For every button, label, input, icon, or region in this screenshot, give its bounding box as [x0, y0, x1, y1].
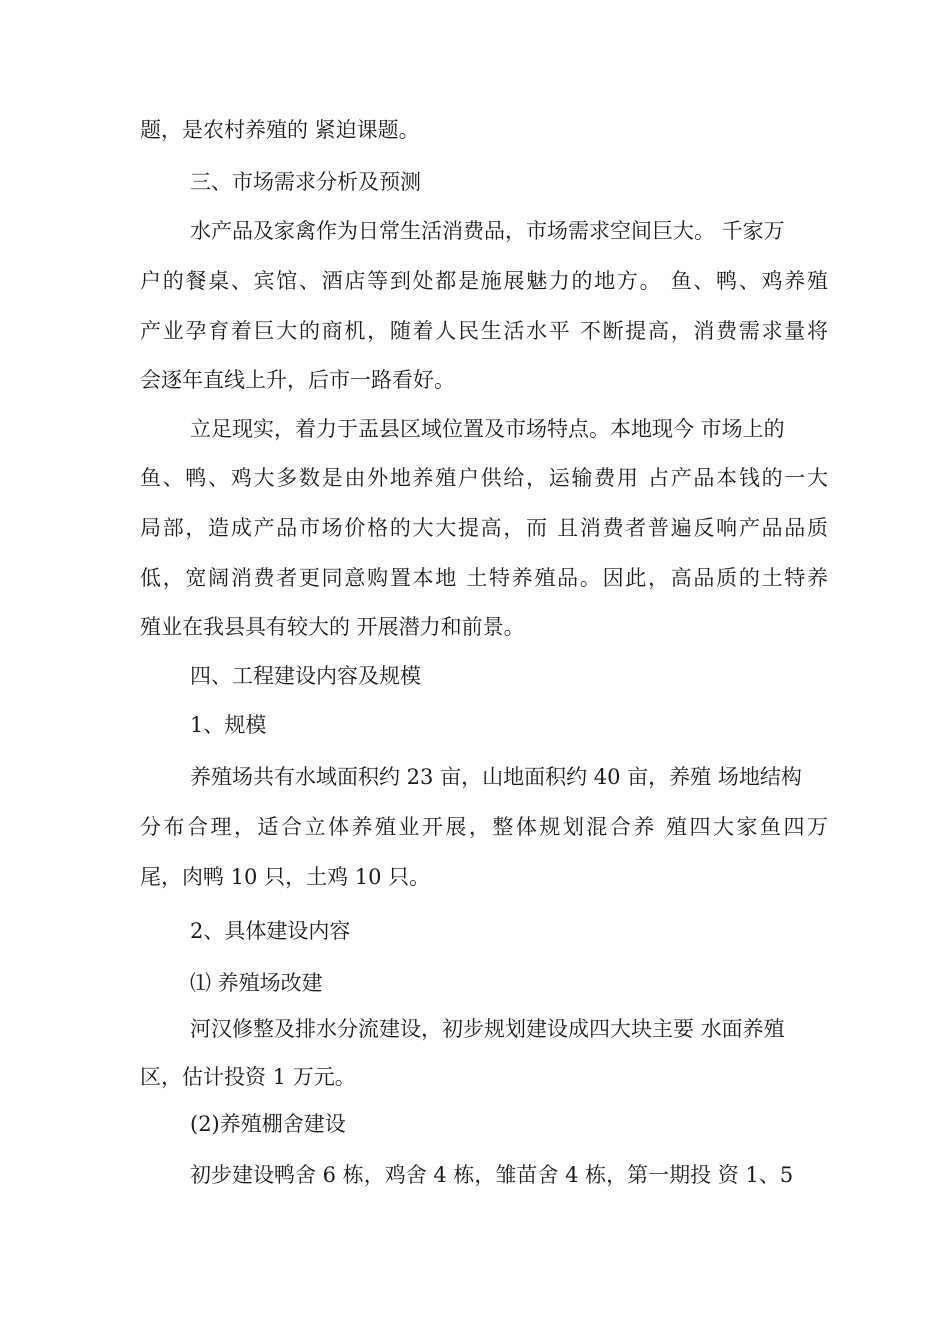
- paragraph-line: 河汉修整及排水分流建设，初步规划建设成四大块主要 水面养殖: [190, 1017, 785, 1041]
- paragraph-line: 区，估计投资 1 万元。: [140, 1065, 356, 1089]
- paragraph-line: 会逐年直线上升，后市一路看好。: [140, 368, 455, 392]
- paragraph-line: 初步建设鸭舍 6 栋，鸡舍 4 栋，雏苗舍 4 栋，第一期投 资 1、5: [190, 1163, 794, 1187]
- subsection-heading: 1、规模: [190, 713, 267, 737]
- paragraph-line: 水产品及家禽作为日常生活消费品，市场需求空间巨大。 千家万: [190, 219, 785, 243]
- paragraph-line: 户的餐桌、宾馆、酒店等到处都是施展魅力的地方。 鱼、鸭、鸡养殖: [140, 269, 828, 293]
- paragraph-line: 产业孕育着巨大的商机，随着人民生活水平 不断提高，消费需求量将: [140, 319, 828, 343]
- section-heading: 四、工程建设内容及规模: [190, 664, 421, 688]
- item-heading: ⑴ 养殖场改建: [190, 971, 323, 995]
- paragraph-line: 殖业在我县具有较大的 开展潜力和前景。: [140, 615, 525, 639]
- section-heading: 三、市场需求分析及预测: [190, 170, 421, 194]
- text-line: 题，是农村养殖的 紧迫课题。: [140, 118, 420, 142]
- paragraph-line: 局部，造成产品市场价格的大大提高，而 且消费者普遍反响产品品质: [140, 516, 828, 540]
- paragraph-line: 立足现实，着力于盂县区域位置及市场特点。本地现今 市场上的: [190, 417, 785, 441]
- subsection-heading: 2、具体建设内容: [190, 919, 351, 943]
- paragraph-line: 养殖场共有水域面积约 23 亩，山地面积约 40 亩，养殖 场地结构: [190, 765, 802, 789]
- paragraph-line: 低，宽阔消费者更同意购置本地 土特养殖品。因此，高品质的土特养: [140, 566, 828, 590]
- item-heading: (2)养殖棚舍建设: [190, 1112, 346, 1136]
- paragraph-line: 尾，肉鸭 10 只，土鸡 10 只。: [140, 865, 431, 889]
- paragraph-line: 分布合理，适合立体养殖业开展，整体规划混合养 殖四大家鱼四万: [140, 815, 828, 839]
- paragraph-line: 鱼、鸭、鸡大多数是由外地养殖户供给，运输费用 占产品本钱的一大: [140, 466, 828, 490]
